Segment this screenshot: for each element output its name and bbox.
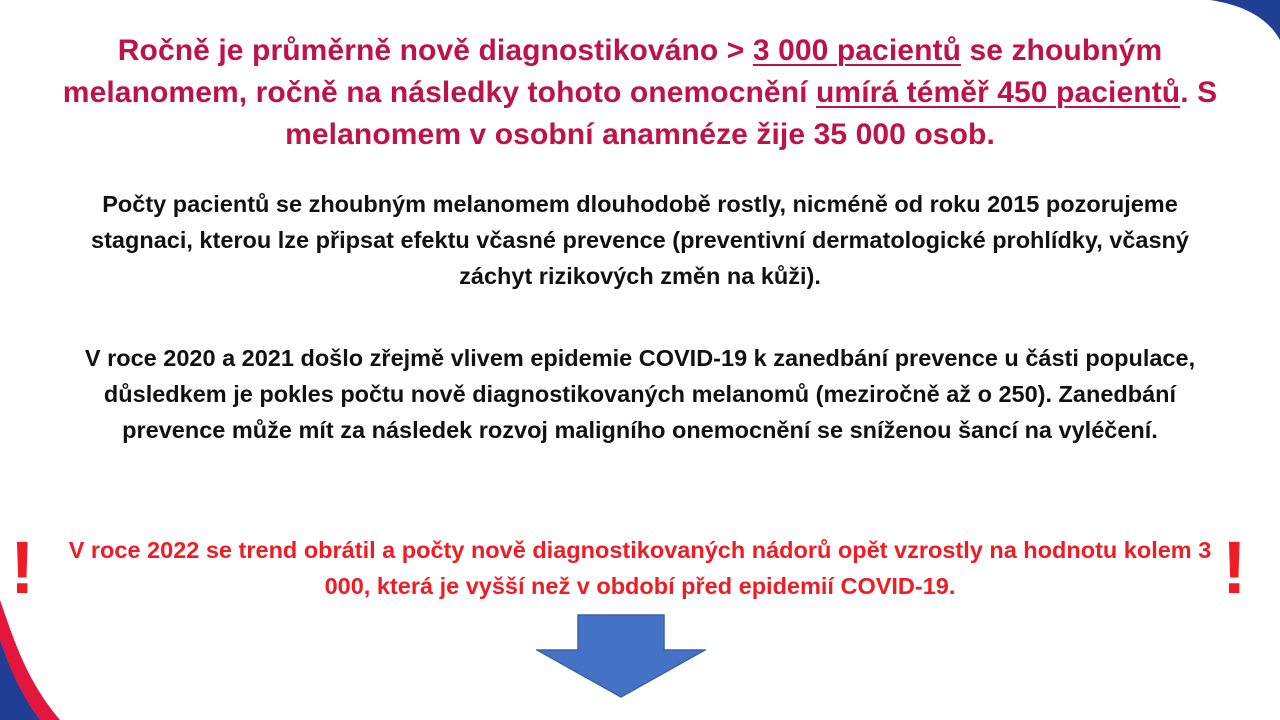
- corner-decoration-bottom-left: [0, 600, 60, 720]
- headline-text-part3: . S melanomem v osobní anamnéze žije 35 000 osob.: [285, 76, 1218, 151]
- exclamation-icon-left: !: [10, 526, 35, 609]
- down-arrow-icon: [536, 614, 706, 698]
- headline: [40, 30, 1240, 156]
- paragraph-covid: V roce 2020 a 2021 došlo zřejmě vlivem epidemie COVID-19 k zanedbání prevence u části populace, důsledkem je pokles počtu nově diagnostikovaných melanomů (meziročně až o 250). Zanedbání prevence může mít za následek rozvoj maligního onemocnění se sníženou šancí na vyléčení.: [84, 345, 1196, 443]
- headline-text-part1: Ročně je průměrně nově diagnostikováno >: [117, 34, 753, 67]
- headline-highlight-deaths: umírá téměř 450 pacientů: [816, 76, 1181, 109]
- headline-text-part2: se zhoubným melanomem, ročně na následky tohoto onemocnění: [62, 34, 1163, 109]
- headline-highlight-patients: 3 000 pacientů: [752, 34, 962, 67]
- exclamation-icon-right: !: [1222, 526, 1247, 609]
- paragraph-2022: V roce 2022 se trend obrátil a počty nově diagnostikovaných nádorů opět vzrostly na hodnotu kolem 3 000, která je vyšší než v období před epidemií COVID-19.: [68, 537, 1212, 599]
- paragraph-trend: Počty pacientů se zhoubným melanomem dlouhodobě rostly, nicméně od roku 2015 pozorujeme stagnaci, kterou lze připsat efektu včasné prevence (preventivní dermatologické prohlídky, včasný záchyt rizikových změn na kůži).: [91, 191, 1189, 289]
